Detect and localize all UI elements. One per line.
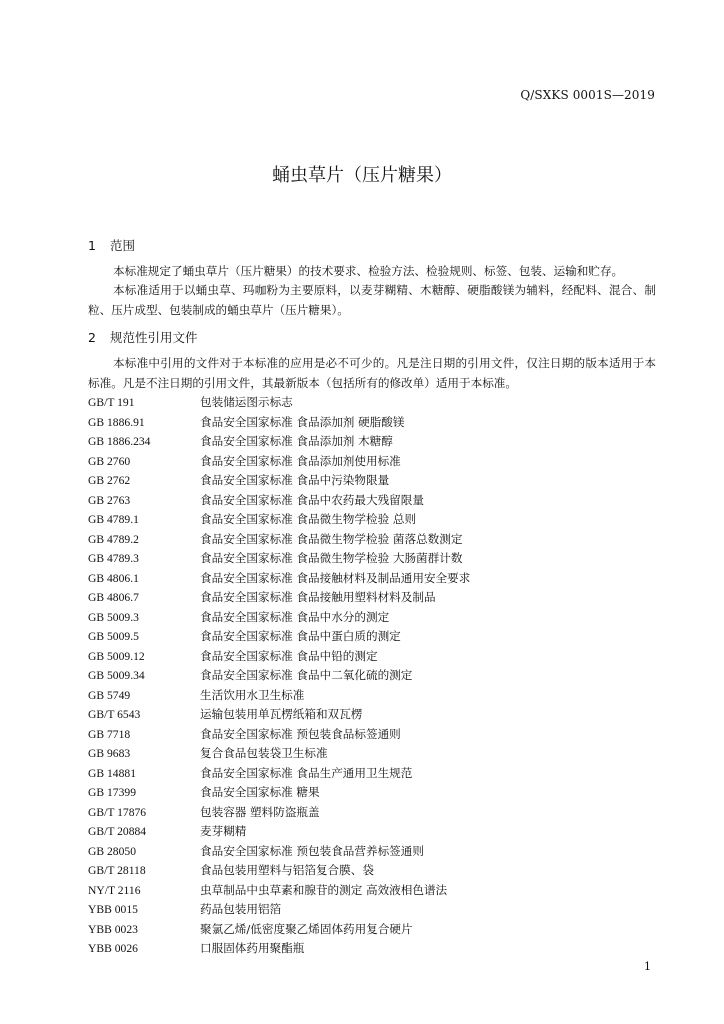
reference-row bbox=[88, 413, 668, 433]
section-title: 范围 bbox=[109, 238, 135, 253]
reference-code: YBB 0023 bbox=[88, 922, 138, 936]
standard-code: Q/SXKS 0001S—2019 bbox=[520, 88, 655, 102]
references-intro-paragraph: 本标准中引用的文件对于本标准的应用是必不可少的。凡是注日期的引用文件，仅注日期的版本适用于本标准。凡是不注日期的引用文件，其最新版本（包括所有的修改单）适用于本标准。 bbox=[88, 356, 656, 390]
reference-title: 食品包装用塑料与铝箔复合膜、袋 bbox=[200, 863, 374, 877]
reference-title: 食品安全国家标准 食品中二氧化硫的测定 bbox=[200, 668, 413, 682]
reference-code: GB 5009.5 bbox=[88, 630, 139, 643]
section-heading-scope bbox=[88, 236, 135, 254]
reference-code: GB 2762 bbox=[88, 474, 131, 487]
reference-title: 食品安全国家标准 预包装食品营养标签通则 bbox=[200, 843, 424, 858]
reference-code: GB 5009.3 bbox=[88, 610, 139, 624]
reference-row bbox=[88, 491, 668, 511]
reference-title: 包装储运图示标志 bbox=[200, 395, 293, 409]
reference-row bbox=[88, 549, 668, 569]
reference-row bbox=[88, 705, 668, 725]
reference-code: GB/T 20884 bbox=[88, 825, 147, 838]
reference-row bbox=[88, 588, 668, 608]
reference-row bbox=[88, 666, 668, 686]
reference-title: 食品安全国家标准 食品微生物学检验 菌落总数测定 bbox=[200, 531, 463, 546]
reference-title: 虫草制品中虫草素和腺苷的测定 高效液相色谱法 bbox=[200, 882, 448, 897]
reference-title: 食品安全国家标准 食品中蛋白质的测定 bbox=[200, 629, 401, 643]
reference-title: 包装容器 塑料防盗瓶盖 bbox=[200, 804, 320, 819]
reference-row bbox=[88, 686, 668, 706]
reference-code: GB 1886.234 bbox=[88, 435, 151, 448]
reference-code: GB/T 28118 bbox=[88, 864, 146, 877]
reference-code: GB 4789.2 bbox=[88, 532, 139, 546]
reference-title: 食品安全国家标准 食品微生物学检验 总则 bbox=[200, 512, 417, 526]
reference-code: NY/T 2116 bbox=[88, 883, 141, 897]
reference-row bbox=[88, 920, 668, 940]
reference-row bbox=[88, 471, 668, 491]
reference-row bbox=[88, 744, 668, 764]
reference-title: 食品安全国家标准 食品生产通用卫生规范 bbox=[200, 765, 413, 780]
reference-title: 食品安全国家标准 食品微生物学检验 大肠菌群计数 bbox=[200, 551, 463, 565]
section-number: 1 bbox=[88, 238, 96, 253]
reference-title: 食品安全国家标准 食品接触材料及制品通用安全要求 bbox=[200, 570, 471, 585]
reference-row bbox=[88, 842, 668, 862]
reference-row bbox=[88, 783, 668, 803]
document-title: 蛹虫草片（压片糖果） bbox=[272, 165, 452, 186]
reference-code: GB 4789.1 bbox=[88, 513, 139, 526]
reference-code: YBB 0015 bbox=[88, 903, 138, 916]
reference-row bbox=[88, 939, 668, 959]
reference-code: GB 5009.34 bbox=[88, 669, 145, 682]
reference-code: GB 4806.1 bbox=[88, 571, 139, 585]
section-number: 2 bbox=[88, 330, 96, 345]
reference-row bbox=[88, 725, 668, 745]
reference-code: GB 2763 bbox=[88, 493, 131, 507]
reference-title: 药品包装用铝箔 bbox=[200, 902, 282, 916]
reference-row bbox=[88, 452, 668, 472]
reference-row bbox=[88, 569, 668, 589]
reference-row bbox=[88, 803, 668, 823]
reference-row bbox=[88, 530, 668, 550]
reference-title: 食品安全国家标准 食品添加剂使用标准 bbox=[200, 453, 401, 468]
reference-row bbox=[88, 432, 668, 452]
reference-code: GB 4789.3 bbox=[88, 552, 139, 565]
reference-row bbox=[88, 881, 668, 901]
scope-paragraph-2: 本标准适用于以蛹虫草、玛咖粉为主要原料，以麦芽糊精、木糖醇、硬脂酸镁为辅料，经配料、混合、制粒、压片成型、包装制成的蛹虫草片（压片糖果）。 bbox=[88, 283, 656, 317]
reference-code: GB 14881 bbox=[88, 766, 136, 780]
reference-code: GB 5009.12 bbox=[88, 649, 145, 663]
reference-row bbox=[88, 861, 668, 881]
scope-paragraph-1: 本标准规定了蛹虫草片（压片糖果）的技术要求、检验方法、检验规则、标签、包装、运输和贮存。 bbox=[113, 264, 624, 278]
reference-row bbox=[88, 822, 668, 842]
reference-code: GB/T 191 bbox=[88, 396, 135, 409]
reference-title: 食品安全国家标准 食品中水分的测定 bbox=[200, 609, 390, 624]
reference-row bbox=[88, 900, 668, 920]
reference-title: 运输包装用单瓦楞纸箱和双瓦楞 bbox=[200, 707, 363, 721]
section-title: 规范性引用文件 bbox=[109, 330, 198, 345]
section-heading-normative-references bbox=[88, 328, 198, 346]
reference-title: 生活饮用水卫生标准 bbox=[200, 687, 305, 702]
reference-title: 食品安全国家标准 食品添加剂 木糖醇 bbox=[200, 434, 393, 448]
reference-title: 聚氯乙烯/低密度聚乙烯固体药用复合硬片 bbox=[200, 921, 413, 936]
reference-title: 食品安全国家标准 食品中农药最大残留限量 bbox=[200, 492, 424, 507]
reference-title: 复合食品包装袋卫生标准 bbox=[200, 746, 328, 760]
reference-row bbox=[88, 764, 668, 784]
reference-code: GB/T 17876 bbox=[88, 805, 147, 819]
reference-row bbox=[88, 627, 668, 647]
reference-list bbox=[88, 393, 668, 959]
reference-row bbox=[88, 647, 668, 667]
reference-title: 食品安全国家标准 预包装食品标签通则 bbox=[200, 726, 401, 741]
reference-code: GB 4806.7 bbox=[88, 591, 139, 604]
reference-code: YBB 0026 bbox=[88, 942, 138, 955]
reference-title: 食品安全国家标准 食品添加剂 硬脂酸镁 bbox=[200, 414, 405, 429]
reference-title: 口服固体药用聚酯瓶 bbox=[200, 941, 305, 955]
reference-code: GB 17399 bbox=[88, 786, 136, 799]
reference-title: 食品安全国家标准 食品中污染物限量 bbox=[200, 473, 390, 487]
reference-title: 食品安全国家标准 食品中铅的测定 bbox=[200, 648, 378, 663]
reference-row bbox=[88, 510, 668, 530]
reference-code: GB 2760 bbox=[88, 454, 131, 468]
reference-code: GB 7718 bbox=[88, 727, 131, 741]
reference-row bbox=[88, 393, 668, 413]
reference-title: 食品安全国家标准 食品接触用塑料材料及制品 bbox=[200, 590, 436, 604]
reference-code: GB/T 6543 bbox=[88, 708, 141, 721]
page-number: 1 bbox=[644, 960, 651, 973]
reference-code: GB 9683 bbox=[88, 747, 131, 760]
reference-code: GB 1886.91 bbox=[88, 415, 145, 429]
reference-code: GB 28050 bbox=[88, 844, 136, 858]
reference-code: GB 5749 bbox=[88, 688, 131, 702]
reference-title: 麦芽糊精 bbox=[200, 824, 247, 838]
reference-title: 食品安全国家标准 糖果 bbox=[200, 785, 320, 799]
reference-row bbox=[88, 608, 668, 628]
